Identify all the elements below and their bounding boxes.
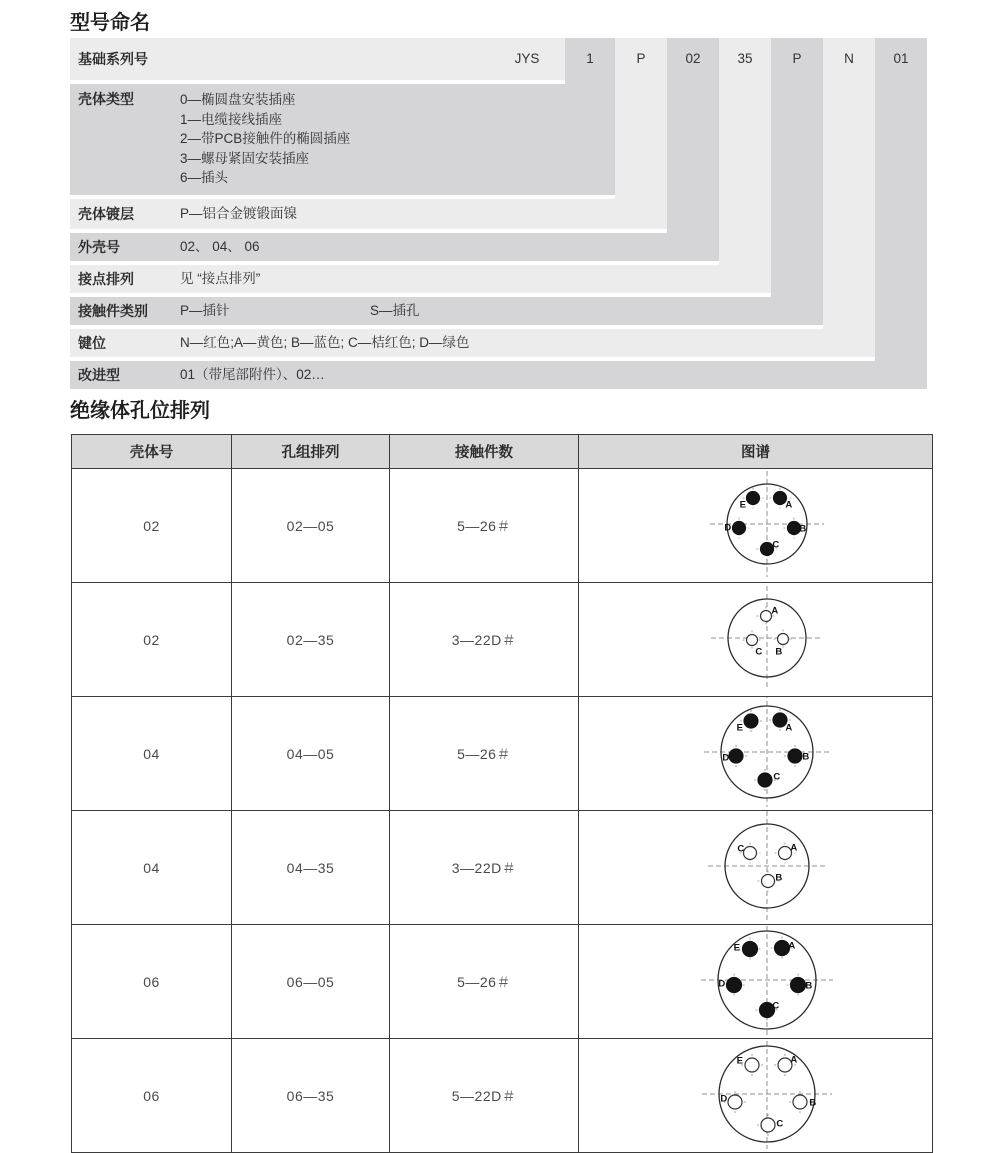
shell-number-cell: 02 [72,583,232,697]
contact-label: B [804,980,813,992]
contact-pin [788,749,802,763]
contact-pin [758,773,772,787]
contact-count-cell: 5—26＃ [390,925,579,1039]
naming-row-label: 基础系列号 [78,51,148,67]
contact-label: B [808,1097,817,1109]
contact-pin [774,941,789,956]
hole-arrangement-table-wrap [71,434,933,1153]
contact-pin [744,714,758,728]
contact-hole [746,635,757,646]
contact-label: B [774,646,783,658]
code-column-stripe [771,38,823,325]
code-box: 1 [586,51,594,66]
naming-row-content: 02、 04、 06 [180,239,260,254]
contact-label: E [733,942,740,954]
contact-label: D [723,522,732,534]
contact-hole [761,1118,775,1132]
hole-arrangement-table [71,434,933,1153]
contact-label: C [736,843,745,855]
contact-label: A [787,940,796,952]
code-box: N [844,51,854,66]
contact-label: E [736,722,743,734]
hole-group-cell: 02—05 [232,469,390,583]
base-series-code: JYS [514,51,540,66]
contact-pin [742,942,757,957]
table-header-row [72,435,933,469]
shell-number-cell: 04 [72,697,232,811]
table-row [72,583,933,697]
diagram-cell [579,697,933,811]
hole-arrangement-title: 绝缘体孔位排列 [70,400,210,422]
naming-row-label: 接触件类别 [78,303,148,319]
contact-hole [745,1058,759,1072]
contact-label: E [736,1055,743,1067]
hole-group-cell: 04—05 [232,697,390,811]
contact-pin [732,522,745,535]
shell-number-cell: 04 [72,811,232,925]
diagram-cell [579,1039,933,1153]
naming-row-label: 外壳号 [78,239,120,255]
contact-label: C [754,646,763,658]
contact-layout-diagram [581,811,931,921]
contact-label: B [774,872,783,884]
naming-row-label: 壳体镀层 [78,206,134,222]
contact-label: D [719,1093,728,1105]
naming-row-content: P—插针 [180,303,230,318]
diagram-cell [579,583,933,697]
contact-pin [746,492,759,505]
table-row [72,811,933,925]
contact-label: A [789,1054,798,1066]
model-naming-title: 型号命名 [70,12,150,34]
contact-label: A [784,499,793,511]
contact-label: C [771,1000,780,1012]
column-header: 接触件数 [390,435,579,469]
contact-pin [726,978,741,993]
contact-label: A [770,605,779,617]
naming-row-label: 键位 [78,335,106,351]
contact-label: A [784,722,793,734]
shell-type-option: 6—插头 [180,170,229,185]
contact-label: C [772,771,781,783]
shell-type-option: 3—螺母紧固安装插座 [180,150,310,166]
code-column-stripe [875,38,927,389]
contact-layout-diagram [581,469,931,579]
naming-row-content: 见 “接点排列” [180,271,261,286]
shell-type-option: 1—电缆接线插座 [180,111,283,127]
contact-hole [761,875,774,888]
naming-row-label: 改进型 [78,367,120,383]
contact-label: D [717,978,726,990]
contact-hole [793,1095,807,1109]
naming-row-band [70,199,667,229]
naming-row-content: N—红色;A—黄色; B—蓝色; C—桔红色; D—绿色 [180,335,470,350]
contact-label: C [775,1118,784,1130]
contact-layout-diagram [581,697,931,807]
naming-row-band [70,233,719,261]
contact-label: A [789,842,798,854]
code-box: P [636,51,646,66]
contact-label: D [721,752,730,764]
column-header: 壳体号 [72,435,232,469]
hole-group-cell: 02—35 [232,583,390,697]
hole-group-cell: 04—35 [232,811,390,925]
naming-row-band [70,265,771,293]
hole-group-cell: 06—35 [232,1039,390,1153]
shell-type-option: 0—椭圆盘安装插座 [180,92,296,107]
table-row [72,925,933,1039]
contact-hole [760,611,771,622]
contact-layout-diagram [581,583,931,693]
contact-hole [777,634,788,645]
contact-count-cell: 5—26＃ [390,469,579,583]
shell-number-cell: 02 [72,469,232,583]
diagram-cell [579,469,933,583]
naming-row-content: P—铝合金镀锻面镍 [180,206,298,221]
column-header: 孔组排列 [232,435,390,469]
naming-row-content-2: S—插孔 [370,303,420,318]
code-column-stripe [823,38,875,357]
contact-pin [729,749,743,763]
contact-count-cell: 5—26＃ [390,697,579,811]
contact-layout-diagram [581,925,931,1035]
contact-label: E [739,499,746,511]
contact-layout-diagram [581,1039,931,1149]
diagram-cell [579,925,933,1039]
contact-label: C [771,539,780,551]
diagram-cell [579,811,933,925]
code-box: 35 [737,51,753,66]
table-row [72,697,933,811]
contact-pin [790,978,805,993]
naming-row-label: 壳体类型 [78,91,134,107]
naming-row-label: 接点排列 [78,271,134,287]
naming-row-content: 01（带尾部附件）、02… [180,367,325,382]
code-box: 02 [685,51,701,66]
table-row [72,1039,933,1153]
contact-hole [728,1095,742,1109]
shell-number-cell: 06 [72,1039,232,1153]
hole-group-cell: 06—05 [232,925,390,1039]
column-header: 图谱 [579,435,933,469]
shell-number-cell: 06 [72,925,232,1039]
contact-label: B [801,751,810,763]
contact-count-cell: 3—22D＃ [390,583,579,697]
contact-count-cell: 5—22D＃ [390,1039,579,1153]
contact-hole [743,847,756,860]
contact-count-cell: 3—22D＃ [390,811,579,925]
code-box: P [792,51,802,66]
contact-label: B [798,523,807,535]
code-box: 01 [893,51,909,66]
table-row [72,469,933,583]
shell-type-option: 2—带PCB接触件的椭圆插座 [180,131,351,146]
